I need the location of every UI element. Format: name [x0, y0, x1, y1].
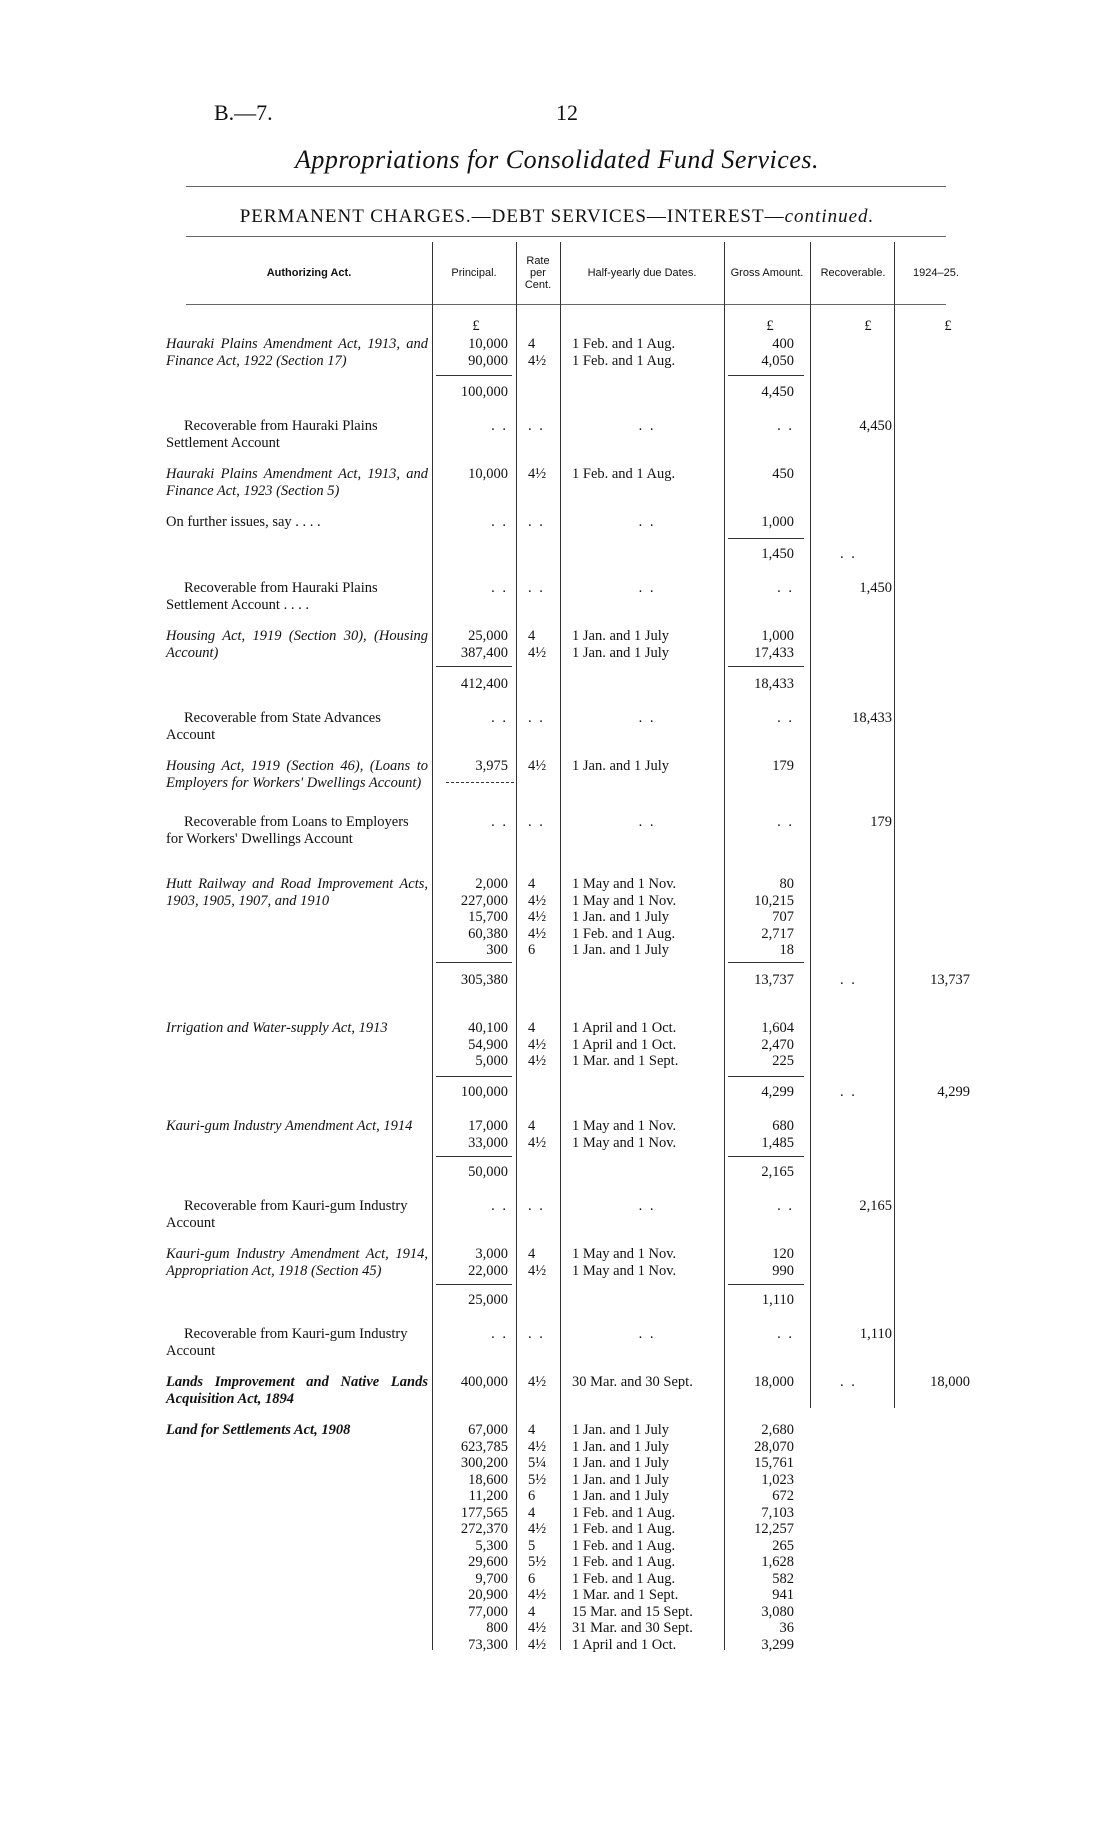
rate-value: 4 — [528, 876, 536, 892]
act-name: Housing Act, 1919 (Section 46), (Loans to Employers for Workers' Dwellings Account) — [166, 758, 428, 791]
principal-value: 5,300 — [475, 1537, 508, 1554]
due-dates: 1 May and 1 Nov. — [572, 876, 677, 892]
gross-value: 941 — [772, 1587, 794, 1603]
act-name: Kauri-gum Industry Amendment Act, 1914, Appropriation Act, 1918 (Section 45) — [166, 1246, 428, 1279]
gross-value: 672 — [772, 1488, 794, 1504]
due-dates: 31 Mar. and 30 Sept. — [572, 1620, 693, 1636]
principal-value: 387,400 — [460, 644, 508, 661]
due-dates: 1 Jan. and 1 July — [572, 1438, 670, 1455]
pound-sign: £ — [766, 318, 774, 334]
gross-value: 179 — [772, 758, 794, 774]
gross-value: 3,299 — [761, 1636, 794, 1653]
rate-value: 6 — [528, 1488, 536, 1504]
due-dates: 30 Mar. and 30 Sept. — [572, 1374, 693, 1390]
rate-value: 5½ — [528, 1471, 547, 1488]
rate-value: 4 — [528, 336, 536, 352]
dots: . . — [528, 814, 545, 830]
dots: . . — [528, 514, 545, 530]
rate-value: 4 — [528, 1118, 536, 1134]
gross-value: 582 — [772, 1570, 794, 1587]
dots: . . — [638, 580, 656, 596]
principal-value: 9,700 — [475, 1570, 508, 1587]
gross-value: 7,103 — [761, 1504, 794, 1521]
dots: . . — [491, 580, 508, 596]
page-number: 12 — [556, 100, 578, 125]
due-dates: 1 May and 1 Nov. — [572, 1262, 677, 1279]
principal-value: 2,000 — [475, 876, 508, 892]
principal-value: 272,370 — [460, 1521, 508, 1537]
principal-total: 100,000 — [460, 384, 508, 400]
principal-value: 800 — [486, 1620, 508, 1636]
rate-value: 4 — [528, 1020, 536, 1036]
rate-value: 5¼ — [528, 1455, 547, 1471]
gross-value: 1,604 — [761, 1020, 794, 1036]
due-dates: 1 Mar. and 1 Sept. — [572, 1587, 679, 1603]
principal-value: 3,975 — [475, 758, 508, 774]
due-dates: 1 Jan. and 1 July — [572, 942, 670, 958]
due-dates: 1 May and 1 Nov. — [572, 1134, 677, 1151]
total-rule — [436, 962, 512, 963]
gross-value: 18,000 — [754, 1374, 794, 1390]
pound-sign: £ — [472, 318, 480, 334]
dots: . . — [491, 514, 508, 530]
col-header-gross: Gross Amount. — [730, 267, 804, 279]
principal-value: 15,700 — [468, 909, 508, 925]
act-name: Kauri-gum Industry Amendment Act, 1914 — [166, 1118, 413, 1134]
due-dates: 1 May and 1 Nov. — [572, 892, 677, 909]
principal-total: 50,000 — [468, 1164, 508, 1180]
principal-value: 67,000 — [468, 1422, 508, 1438]
principal-total: 25,000 — [468, 1292, 508, 1308]
dots: . . — [638, 814, 656, 830]
rate-value: 4½ — [528, 1053, 547, 1069]
due-dates: 1 Feb. and 1 Aug. — [572, 1521, 676, 1537]
principal-value: 11,200 — [468, 1488, 508, 1504]
dots: . . — [777, 710, 794, 726]
due-dates: 1 April and 1 Oct. — [572, 1636, 677, 1653]
rate-value: 4 — [528, 628, 536, 644]
divider — [186, 304, 946, 305]
gross-value: 15,761 — [754, 1455, 794, 1471]
total-rule — [436, 1284, 512, 1285]
due-dates: 1 Feb. and 1 Aug. — [572, 1537, 676, 1554]
dots: . . — [840, 1084, 857, 1100]
principal-value: 40,100 — [468, 1020, 508, 1036]
due-dates: 1 May and 1 Nov. — [572, 1118, 677, 1134]
due-dates: 1 Mar. and 1 Sept. — [572, 1053, 679, 1069]
column-rule — [432, 242, 433, 1650]
rate-value: 4½ — [528, 758, 547, 774]
gross-total: 2,165 — [761, 1164, 794, 1180]
dots: . . — [777, 814, 794, 830]
dots: . . — [840, 546, 857, 562]
rate-value: 4½ — [528, 1374, 547, 1390]
due-dates: 1 Feb. and 1 Aug. — [572, 352, 676, 369]
dots: . . — [777, 418, 794, 434]
due-dates: 1 Feb. and 1 Aug. — [572, 336, 676, 352]
gross-value: 10,215 — [754, 892, 794, 909]
principal-total: 305,380 — [460, 972, 508, 988]
due-dates: 1 April and 1 Oct. — [572, 1020, 677, 1036]
principal-value: 33,000 — [468, 1134, 508, 1151]
rate-value: 5½ — [528, 1554, 547, 1570]
gross-value: 1,485 — [761, 1134, 794, 1151]
dots: . . — [638, 710, 656, 726]
act-name: Housing Act, 1919 (Section 30), (Housing Account) — [166, 628, 428, 661]
rate-value: 4½ — [528, 352, 547, 369]
column-rule — [516, 242, 517, 1650]
gross-total: 18,433 — [754, 676, 794, 692]
due-dates: 1 Jan. and 1 July — [572, 1455, 670, 1471]
rate-value: 6 — [528, 1570, 536, 1587]
total-rule — [436, 1076, 512, 1077]
recoverable-label: Recoverable from Kauri-gum Industry Account — [166, 1198, 408, 1231]
due-dates: 15 Mar. and 15 Sept. — [572, 1603, 693, 1620]
rate-value: 4½ — [528, 1438, 547, 1455]
gross-total: 1,110 — [761, 1292, 794, 1308]
gross-value: 1,628 — [761, 1554, 794, 1570]
dots: . . — [777, 580, 794, 596]
column-rule — [894, 242, 895, 1408]
recoverable-value: 18,433 — [852, 710, 892, 726]
recoverable-label: Recoverable from Kauri-gum Industry Account — [166, 1326, 408, 1359]
dots: . . — [777, 1326, 794, 1342]
recoverable-label: Recoverable from Hauraki Plains Settlement Account — [166, 418, 378, 451]
act-name: Land for Settlements Act, 1908 — [166, 1422, 351, 1438]
gross-value: 2,680 — [761, 1422, 794, 1438]
total-rule — [436, 375, 512, 376]
total-rule — [728, 1156, 804, 1157]
principal-value: 77,000 — [468, 1603, 508, 1620]
principal-value: 18,600 — [468, 1471, 508, 1488]
due-dates: 1 Feb. and 1 Aug. — [572, 466, 676, 482]
due-dates: 1 April and 1 Oct. — [572, 1036, 677, 1053]
principal-value: 20,900 — [468, 1587, 508, 1603]
subtitle-main: PERMANENT CHARGES.—DEBT SERVICES—INTEREST— — [239, 206, 785, 227]
col-header-dates: Half-yearly due Dates. — [587, 267, 697, 279]
gross-total: 4,299 — [761, 1084, 794, 1100]
gross-value: 80 — [779, 876, 794, 892]
due-dates: 1 Feb. and 1 Aug. — [572, 925, 676, 942]
column-rule — [560, 242, 561, 1650]
gross-value: 707 — [772, 909, 794, 925]
year-value: 13,737 — [930, 972, 970, 988]
col-header-year: 1924–25. — [913, 267, 959, 279]
page-title: Appropriations for Consolidated Fund Services. — [295, 145, 819, 174]
gross-value: 12,257 — [754, 1521, 794, 1537]
due-dates: 1 Jan. and 1 July — [572, 909, 670, 925]
subtitle-suffix: continued. — [784, 206, 875, 227]
gross-value: 2,717 — [761, 925, 794, 942]
recoverable-value: 2,165 — [859, 1198, 892, 1214]
rate-value: 4 — [528, 1246, 536, 1262]
divider — [186, 186, 946, 187]
dashed-rule — [446, 782, 514, 783]
dots: . . — [638, 514, 656, 530]
total-rule — [728, 962, 804, 963]
dots: . . — [491, 1326, 508, 1342]
rate-value: 4½ — [528, 466, 547, 482]
section-subtitle — [0, 206, 1114, 228]
col-header-principal: Principal. — [451, 267, 497, 279]
gross-value: 450 — [772, 466, 794, 482]
act-name: Lands Improvement and Native Lands Acquisition Act, 1894 — [166, 1374, 428, 1407]
gross-value: 3,080 — [761, 1603, 794, 1620]
due-dates: 1 Jan. and 1 July — [572, 1471, 670, 1488]
rate-value: 4½ — [528, 1521, 547, 1537]
dots: . . — [528, 580, 545, 596]
col-header-recoverable: Recoverable. — [820, 267, 886, 279]
dots: . . — [491, 710, 508, 726]
rate-value: 4½ — [528, 925, 547, 942]
gross-value: 225 — [772, 1053, 794, 1069]
dots: . . — [491, 418, 508, 434]
due-dates: 1 Jan. and 1 July — [572, 1422, 670, 1438]
rate-value: 4½ — [528, 1262, 547, 1279]
col-header-act: Authorizing Act. — [266, 267, 352, 279]
principal-value: 10,000 — [468, 466, 508, 482]
principal-value: 17,000 — [468, 1118, 508, 1134]
recoverable-value: 1,110 — [859, 1326, 892, 1342]
principal-value: 400,000 — [460, 1374, 508, 1390]
principal-value: 73,300 — [468, 1636, 508, 1653]
rate-value: 6 — [528, 942, 536, 958]
total-rule — [436, 1156, 512, 1157]
gross-total: 13,737 — [754, 972, 794, 988]
dots: . . — [491, 814, 508, 830]
total-rule — [728, 1076, 804, 1077]
principal-value: 300 — [486, 942, 508, 958]
principal-value: 623,785 — [460, 1438, 508, 1455]
pound-sign: £ — [864, 318, 872, 334]
dots: . . — [528, 1198, 545, 1214]
gross-value: 18 — [779, 942, 794, 958]
gross-value: 1,000 — [761, 628, 794, 644]
act-name: Hutt Railway and Road Improvement Acts, 1903, 1905, 1907, and 1910 — [166, 876, 428, 909]
total-rule — [728, 538, 804, 539]
due-dates: 1 Feb. and 1 Aug. — [572, 1570, 676, 1587]
total-rule — [728, 375, 804, 376]
rate-value: 4 — [528, 1504, 536, 1521]
principal-value: 10,000 — [468, 336, 508, 352]
rate-value: 4½ — [528, 644, 547, 661]
recoverable-value: 1,450 — [859, 580, 892, 596]
dots: . . — [528, 1326, 545, 1342]
gross-value: 990 — [772, 1262, 794, 1279]
rate-value: 4 — [528, 1422, 536, 1438]
rate-value: 4½ — [528, 892, 547, 909]
rate-value: 4½ — [528, 1620, 547, 1636]
gross-value: 17,433 — [754, 644, 794, 661]
gross-total: 4,450 — [761, 384, 794, 400]
total-rule — [728, 666, 804, 667]
rate-value: 4½ — [528, 909, 547, 925]
act-name: Hauraki Plains Amendment Act, 1913, and Finance Act, 1923 (Section 5) — [166, 466, 428, 499]
principal-value: 3,000 — [475, 1246, 508, 1262]
principal-value: 5,000 — [475, 1053, 508, 1069]
total-rule — [436, 666, 512, 667]
due-dates: 1 Jan. and 1 July — [572, 628, 670, 644]
dots: . . — [638, 1326, 656, 1342]
dots: . . — [638, 1198, 656, 1214]
page-header-code: B.—7. — [214, 100, 273, 125]
dots: . . — [840, 1374, 857, 1390]
recoverable-value: 179 — [870, 814, 892, 830]
recoverable-label: Recoverable from Hauraki Plains Settlement Account . . . . — [166, 580, 378, 613]
act-name: Irrigation and Water-supply Act, 1913 — [166, 1020, 388, 1036]
year-value: 4,299 — [937, 1084, 970, 1100]
rate-value: 4 — [528, 1603, 536, 1620]
rate-value: 5 — [528, 1537, 536, 1554]
recoverable-value: 4,450 — [859, 418, 892, 434]
gross-value: 1,023 — [761, 1471, 794, 1488]
dots: . . — [528, 710, 545, 726]
recoverable-label: Recoverable from State Advances Account — [166, 710, 381, 743]
principal-total: 100,000 — [460, 1084, 508, 1100]
principal-value: 227,000 — [460, 892, 508, 909]
rate-value: 4½ — [528, 1587, 547, 1603]
dots: . . — [528, 418, 545, 434]
gross-total: 1,450 — [761, 546, 794, 562]
gross-value: 120 — [772, 1246, 794, 1262]
gross-value: 28,070 — [754, 1438, 794, 1455]
dots: . . — [491, 1198, 508, 1214]
gross-value: 36 — [779, 1620, 794, 1636]
due-dates: 1 Jan. and 1 July — [572, 644, 670, 661]
principal-value: 54,900 — [468, 1036, 508, 1053]
principal-total: 412,400 — [460, 676, 508, 692]
due-dates: 1 Jan. and 1 July — [572, 758, 670, 774]
principal-value: 29,600 — [468, 1554, 508, 1570]
year-value: 18,000 — [930, 1374, 970, 1390]
total-rule — [728, 1284, 804, 1285]
rate-value: 4½ — [528, 1036, 547, 1053]
gross-value: 680 — [772, 1118, 794, 1134]
pound-sign: £ — [944, 318, 952, 334]
dots: . . — [777, 1198, 794, 1214]
due-dates: 1 Feb. and 1 Aug. — [572, 1554, 676, 1570]
gross-value: 265 — [772, 1537, 794, 1554]
principal-value: 177,565 — [460, 1504, 508, 1521]
principal-value: 300,200 — [460, 1455, 508, 1471]
rate-value: 4½ — [528, 1134, 547, 1151]
due-dates: 1 Jan. and 1 July — [572, 1488, 670, 1504]
principal-value: 60,380 — [468, 925, 508, 942]
due-dates: 1 May and 1 Nov. — [572, 1246, 677, 1262]
principal-value: 90,000 — [468, 352, 508, 369]
act-name: Hauraki Plains Amendment Act, 1913, and Finance Act, 1922 (Section 17) — [166, 336, 428, 369]
principal-value: 22,000 — [468, 1262, 508, 1279]
gross-value: 2,470 — [761, 1036, 794, 1053]
recoverable-label: Recoverable from Loans to Employers for Workers' Dwellings Account — [166, 814, 409, 847]
rate-value: 4½ — [528, 1636, 547, 1653]
col-header-rate: Rate per Cent. — [524, 255, 552, 291]
principal-value: 25,000 — [468, 628, 508, 644]
divider — [186, 236, 946, 237]
dots: . . — [638, 418, 656, 434]
gross-value: 400 — [772, 336, 794, 352]
gross-value: 4,050 — [761, 352, 794, 369]
gross-value: 1,000 — [761, 514, 794, 530]
further-issues-label: On further issues, say . . . . — [166, 514, 321, 530]
due-dates: 1 Feb. and 1 Aug. — [572, 1504, 676, 1521]
dots: . . — [840, 972, 857, 988]
